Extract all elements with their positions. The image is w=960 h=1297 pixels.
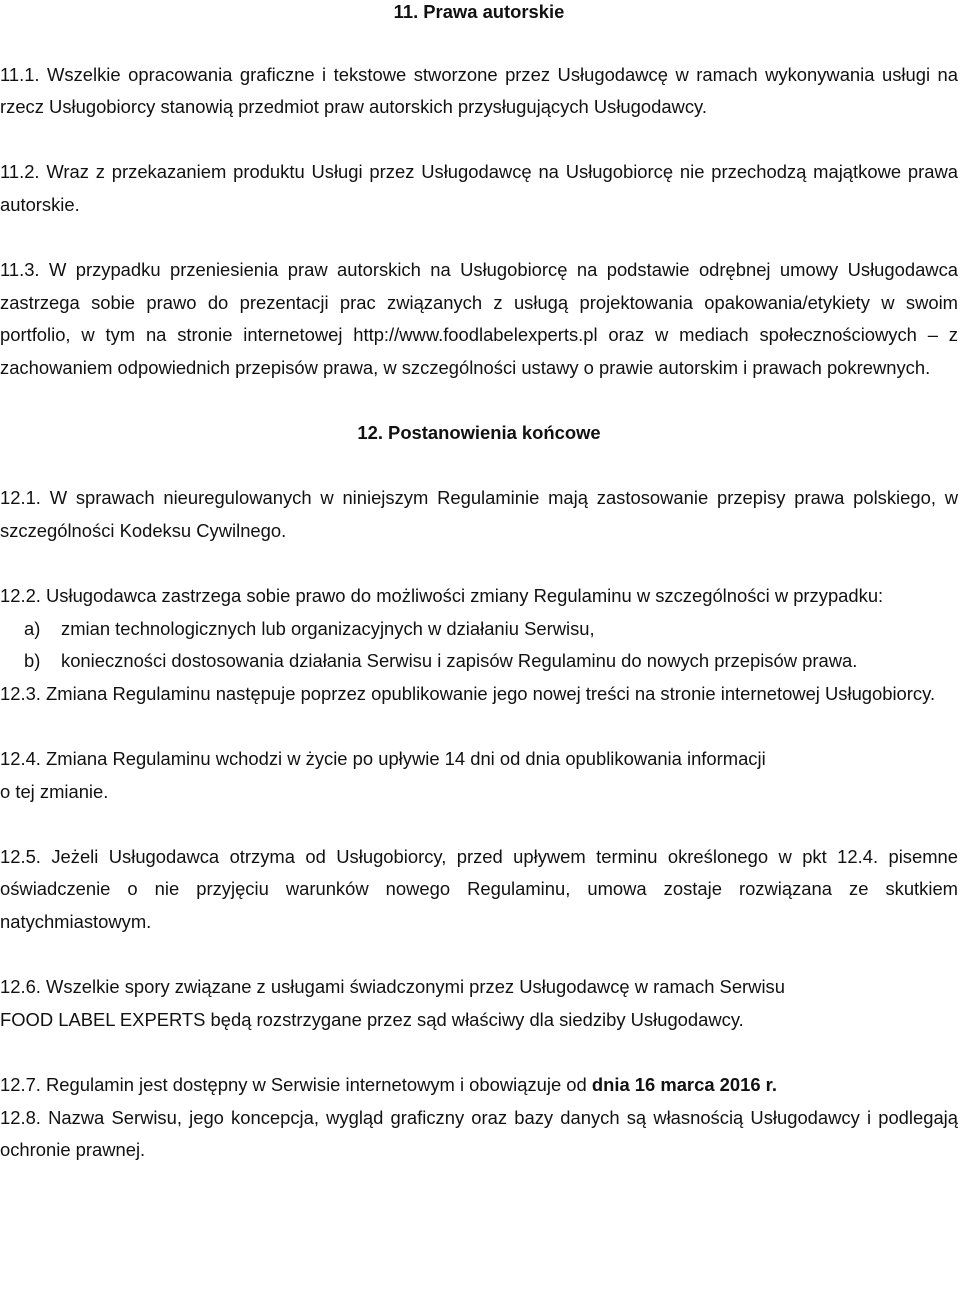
paragraph-12-4-line-2: o tej zmianie. bbox=[0, 780, 109, 802]
section-12-heading: 12. Postanowienia końcowe bbox=[357, 422, 601, 444]
paragraph-12-2: 12.2. Usługodawca zastrzega sobie prawo do możliwości zmiany Regulaminu w szczególności w przypadku: bbox=[0, 585, 884, 607]
paragraph-12-4-line-1: 12.4. Zmiana Regulaminu wchodzi w życie po upływie 14 dni od dnia opublikowania informacji bbox=[0, 748, 766, 770]
list-item-text: zmian technologicznych lub organizacyjnych w działaniu Serwisu, bbox=[61, 617, 595, 639]
paragraph-11-3: 11.3. W przypadku przeniesienia praw autorskich na Usługobiorcę na podstawie odrębnej umowy Usługodawca zastrzega sobie prawo do prezentacji prac związanych z usługą projektowania opakowania/etykiety w swoim portfolio, w tym na stronie internetowej http://www.foodlabelexperts.pl oraz w mediach społecznościowych – z zachowaniem odpowiednich przepisów prawa, w szczególności ustawy o prawie autorskim i prawach pokrewnych. bbox=[0, 259, 958, 378]
list-marker: a) bbox=[24, 617, 41, 639]
paragraph-12-3: 12.3. Zmiana Regulaminu następuje poprzez opublikowanie jego nowej treści na stronie internetowej Usługobiorcy. bbox=[0, 682, 936, 704]
paragraph-11-1: 11.1. Wszelkie opracowania graficzne i tekstowe stworzone przez Usługodawcę w ramach wykonywania usługi na rzecz Usługobiorcy stanowią przedmiot praw autorskich przysługujących Usługodawcy. bbox=[0, 63, 958, 118]
paragraph-12-5: 12.5. Jeżeli Usługodawca otrzyma od Usługobiorcy, przed upływem terminu określonego w pkt 12.4. pisemne oświadczenie o nie przyjęciu warunków nowego Regulaminu, umowa zostaje rozwiązana ze skutkiem natychmiastowym. bbox=[0, 845, 958, 933]
section-11-heading: 11. Prawa autorskie bbox=[393, 1, 565, 22]
paragraph-11-2: 11.2. Wraz z przekazaniem produktu Usługi przez Usługodawcę na Usługobiorcę nie przechodzą majątkowe prawa autorskie. bbox=[0, 161, 958, 215]
paragraph-12-6-line-2: FOOD LABEL EXPERTS będą rozstrzygane przez sąd właściwy dla siedziby Usługodawcy. bbox=[0, 1008, 744, 1030]
list-item bbox=[0, 645, 958, 678]
paragraph-12-7 bbox=[0, 1069, 958, 1102]
paragraph-12-8: 12.8. Nazwa Serwisu, jego koncepcja, wygląd graficzny oraz bazy danych są własnością Usługodawcy i podlegają ochronie prawnej. bbox=[0, 1106, 958, 1161]
list-item bbox=[0, 613, 958, 646]
list-item-text: konieczności dostosowania działania Serwisu i zapisów Regulaminu do nowych przepisów prawa. bbox=[61, 650, 858, 672]
paragraph-12-1: 12.1. W sprawach nieuregulowanych w niniejszym Regulaminie mają zastosowanie przepisy prawa polskiego, w szczególności Kodeksu Cywilnego. bbox=[0, 487, 958, 541]
list-marker: b) bbox=[24, 650, 41, 672]
paragraph-12-6-line-1: 12.6. Wszelkie spory związane z usługami świadczonymi przez Usługodawcę w ramach Serwisu bbox=[0, 976, 785, 998]
effective-date: dnia 16 marca 2016 r. bbox=[591, 1074, 777, 1095]
paragraph-12-7-text: 12.7. Regulamin jest dostępny w Serwisie internetowym i obowiązuje od bbox=[0, 1074, 592, 1095]
changes-list bbox=[0, 613, 958, 678]
